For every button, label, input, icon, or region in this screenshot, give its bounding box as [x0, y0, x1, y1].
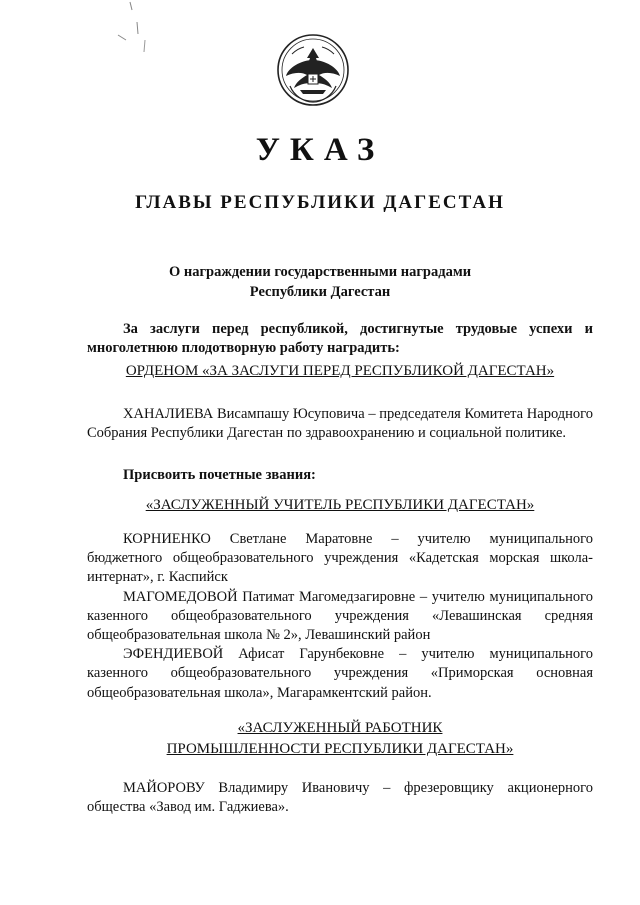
scan-artifact-marks [110, 0, 160, 60]
decree-subject [120, 262, 520, 302]
page-title: УКАЗ [255, 132, 385, 168]
teacher-awardee-list [87, 530, 593, 703]
list-item: ЭФЕНДИЕВОЙ Афисат Гарунбековне – учителю муниципального казенного общеобразовательного учреждения «Приморская основная общеобразовательная школа», Магарамкентский район. [87, 646, 593, 701]
teacher-title-heading: «ЗАСЛУЖЕННЫЙ УЧИТЕЛЬ РЕСПУБЛИКИ ДАГЕСТАН» [145, 497, 535, 513]
dagestan-coat-of-arms-icon [274, 30, 352, 114]
decree-subject-line: Республики Дагестан [249, 284, 391, 300]
industry-title-heading-line: «ЗАСЛУЖЕННЫЙ РАБОТНИК [237, 720, 443, 736]
page-subtitle: ГЛАВЫ РЕСПУБЛИКИ ДАГЕСТАН [135, 192, 505, 213]
order-heading: ОРДЕНОМ «ЗА ЗАСЛУГИ ПЕРЕД РЕСПУБЛИКОЙ ДАГЕСТАН» [125, 363, 555, 379]
industry-awardee: МАЙОРОВУ Владимиру Ивановичу – фрезеровщику акционерного общества «Завод им. Гаджиева». [87, 780, 593, 816]
list-item: КОРНИЕНКО Светлане Маратовне – учителю муниципального бюджетного общеобразовательного учреждения «Кадетская морская школа-интернат», г. Каспийск [87, 531, 593, 586]
industry-title-heading [87, 718, 593, 760]
honorary-titles-intro: Присвоить почетные звания: [123, 467, 316, 483]
order-awardee: ХАНАЛИЕВА Висампашу Юсуповича – председателя Комитета Народного Собрания Республики Дагестан по здравоохранению и социальной политике. [87, 406, 593, 442]
list-item: МАГОМЕДОВОЙ Патимат Магомедзагировне – учителю муниципального казенного общеобразовательного учреждения «Левашинская средняя общеобразовательная школа № 2», Левашинский район [87, 588, 593, 644]
award-intro: За заслуги перед республикой, достигнутые трудовые успехи и многолетнюю плодотворную работу наградить: [87, 321, 593, 357]
industry-title-heading-line: ПРОМЫШЛЕННОСТИ РЕСПУБЛИКИ ДАГЕСТАН» [166, 741, 514, 757]
decree-subject-line: О награждении государственными наградами [168, 264, 472, 280]
